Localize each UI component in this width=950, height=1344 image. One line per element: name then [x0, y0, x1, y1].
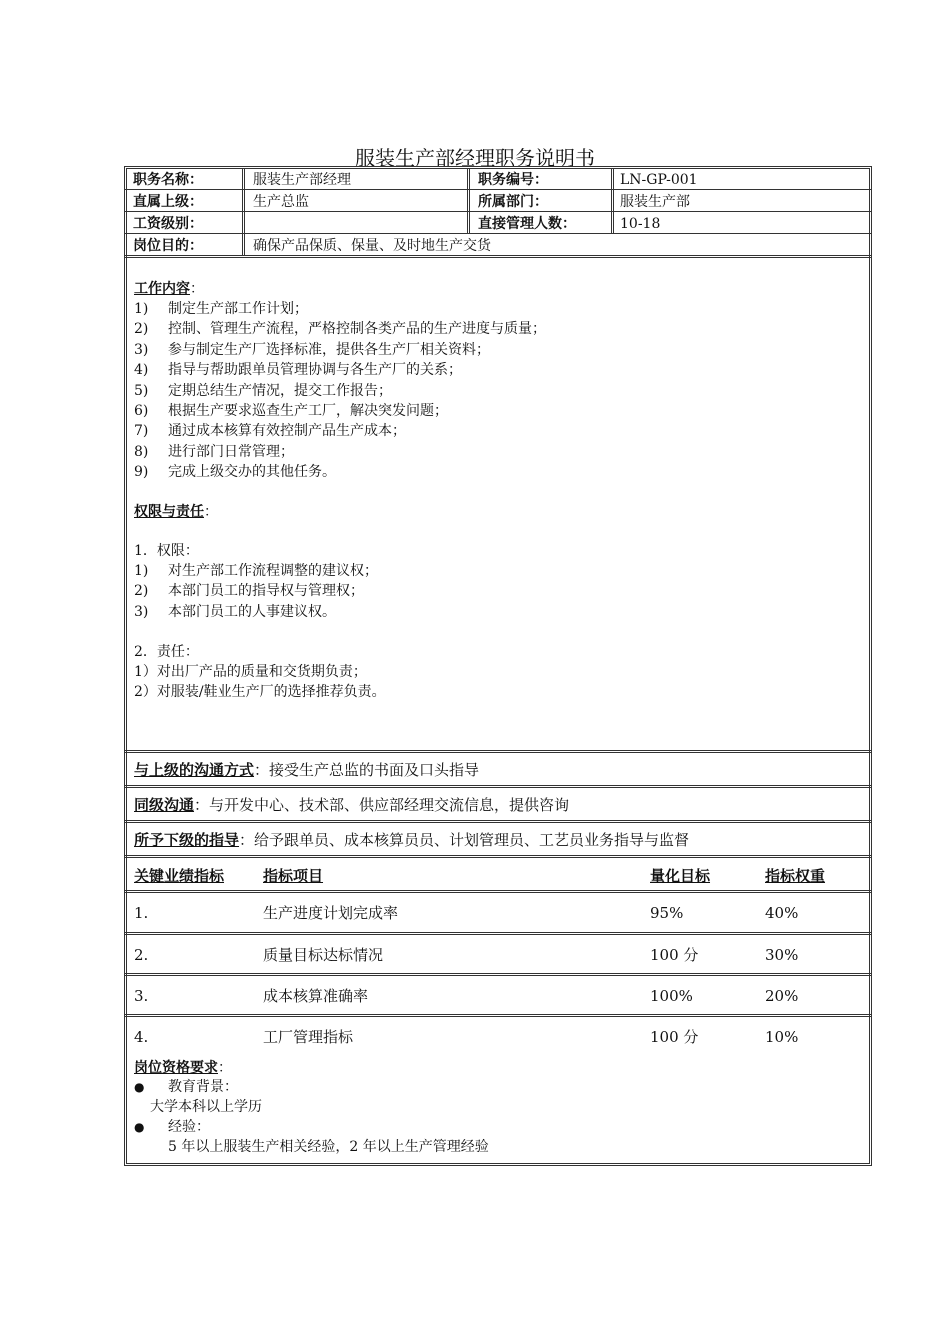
power-text: 本部门员工的指导权与管理权； [168, 583, 364, 600]
duty-number: 5) [134, 382, 149, 399]
duty-text: 控制、管理生产流程，严格控制各类产品的生产进度与质量； [168, 321, 546, 338]
kpi-row-weight: 10% [765, 1028, 799, 1046]
managed-count-label: 直接管理人数： [478, 216, 576, 232]
superior-communication-label: 与上级的沟通方式 [134, 761, 255, 779]
duty-item [134, 462, 336, 482]
job-name-label: 职务名称： [133, 172, 203, 188]
kpi-row-target: 95% [650, 904, 684, 922]
row-divider [124, 890, 872, 893]
kpi-header-weight: 指标权重 [765, 867, 826, 885]
salary-label: 工资级别： [133, 216, 203, 232]
kpi-row-number: 4. [134, 1028, 149, 1046]
education-label: 教育背景： [168, 1079, 238, 1095]
row-divider [124, 855, 872, 858]
kpi-row-item: 生产进度计划完成率 [263, 904, 399, 922]
duty-item [134, 401, 448, 421]
duty-number: 9) [134, 464, 149, 481]
peer-communication-text: ：与开发中心、技术部、供应部经理交流信息，提供咨询 [194, 796, 570, 814]
experience-line [134, 1117, 210, 1137]
responsibility-title: 2．责任： [134, 644, 199, 660]
kpi-row-number: 2. [134, 946, 149, 964]
qualifications-heading-text: 岗位资格要求 [134, 1060, 218, 1076]
experience-value: 5 年以上服装生产相关经验，2 年以上生产管理经验 [168, 1139, 489, 1155]
power-item [134, 581, 364, 601]
duty-item [134, 442, 294, 462]
superior-label: 直属上级： [133, 194, 203, 210]
duties-heading-colon: ： [190, 281, 204, 297]
power-text: 对生产部工作流程调整的建议权； [168, 563, 378, 579]
kpi-header-indicator: 关键业绩指标 [134, 867, 225, 885]
purpose-label: 岗位目的： [133, 238, 203, 254]
column-divider [611, 168, 614, 234]
power-number: 1) [134, 563, 149, 579]
kpi-row-target: 100% [650, 987, 693, 1005]
duty-text: 进行部门日常管理； [168, 443, 294, 460]
authority-heading [134, 502, 218, 522]
kpi-row-item: 工厂管理指标 [263, 1028, 354, 1046]
document-title: 服装生产部经理职务说明书 [355, 146, 595, 170]
row-divider [124, 1014, 872, 1017]
duty-item [134, 319, 546, 339]
kpi-row-item: 成本核算准确率 [263, 987, 369, 1005]
duty-number: 4) [134, 362, 149, 379]
experience-label: 经验： [168, 1119, 210, 1135]
power-title: 1．权限： [134, 543, 199, 559]
duty-text: 根据生产要求巡查生产工厂，解决突发问题； [168, 403, 448, 419]
responsibility-item: 1）对出厂产品的质量和交货期负责； [134, 664, 367, 680]
bullet-icon: ● [134, 1120, 145, 1134]
duties-heading [134, 279, 204, 299]
power-item [134, 602, 336, 622]
duty-item [134, 421, 406, 441]
power-item [134, 561, 378, 581]
row-divider [124, 750, 872, 753]
column-divider [242, 168, 245, 256]
authority-heading-colon: ： [204, 504, 218, 520]
kpi-row-target: 100 分 [650, 946, 699, 964]
row-divider [124, 255, 872, 258]
job-code-label: 职务编号： [478, 172, 548, 188]
education-line [134, 1077, 238, 1097]
department-label: 所属部门： [478, 194, 548, 210]
duty-number: 3) [134, 341, 149, 358]
kpi-header-target: 量化目标 [650, 867, 711, 885]
qualifications-heading [134, 1058, 232, 1078]
duty-item [134, 381, 392, 401]
responsibility-item: 2）对服装/鞋业生产厂的选择推荐负责。 [134, 684, 386, 701]
duty-text: 通过成本核算有效控制产品生产成本； [168, 423, 406, 440]
duty-text: 制定生产部工作计划； [168, 301, 308, 317]
bullet-icon: ● [134, 1080, 145, 1094]
kpi-row-target: 100 分 [650, 1028, 699, 1046]
peer-communication-label: 同级沟通 [134, 796, 195, 814]
peer-communication [134, 795, 569, 815]
duty-text: 完成上级交办的其他任务。 [168, 464, 336, 481]
qualifications-heading-colon: ： [218, 1060, 232, 1076]
duty-text: 参与制定生产厂选择标准，提供各生产厂相关资料； [168, 341, 490, 358]
kpi-header-item: 指标项目 [263, 867, 324, 885]
superior-communication-text: ：接受生产总监的书面及口头指导 [254, 761, 480, 779]
column-divider [467, 168, 470, 234]
power-number: 2) [134, 583, 149, 600]
duty-number: 7) [134, 423, 149, 440]
subordinate-guidance-label: 所予下级的指导 [134, 831, 240, 849]
kpi-row-item: 质量目标达标情况 [263, 946, 384, 964]
authority-heading-text: 权限与责任 [134, 504, 204, 520]
row-divider [124, 973, 872, 976]
job-code-value: LN-GP-001 [620, 172, 698, 188]
row-divider [124, 820, 872, 823]
kpi-row-number: 1. [134, 904, 149, 922]
duty-number: 2) [134, 321, 149, 338]
duty-text: 定期总结生产情况，提交工作报告； [168, 382, 392, 399]
job-name-value: 服装生产部经理 [253, 172, 351, 188]
power-number: 3) [134, 603, 149, 620]
kpi-row-weight: 30% [765, 946, 799, 964]
purpose-value: 确保产品保质、保量、及时地生产交货 [253, 238, 491, 254]
duty-item [134, 340, 490, 360]
superior-value: 生产总监 [253, 194, 309, 210]
row-divider [124, 785, 872, 788]
duties-heading-text: 工作内容 [134, 281, 190, 297]
duty-number: 6) [134, 403, 149, 419]
duty-number: 8) [134, 443, 149, 460]
duty-item [134, 299, 308, 319]
duty-text: 指导与帮助跟单员管理协调与各生产厂的关系； [168, 362, 462, 379]
managed-count-value: 10-18 [620, 216, 661, 232]
duty-item [134, 360, 462, 380]
kpi-row-weight: 40% [765, 904, 799, 922]
kpi-row-number: 3. [134, 987, 149, 1005]
subordinate-guidance [134, 830, 689, 850]
power-text: 本部门员工的人事建议权。 [168, 603, 336, 620]
row-divider [124, 932, 872, 935]
superior-communication [134, 760, 479, 780]
kpi-row-weight: 20% [765, 987, 799, 1005]
department-value: 服装生产部 [620, 194, 690, 210]
education-value: 大学本科以上学历 [150, 1099, 262, 1115]
duty-number: 1) [134, 301, 149, 317]
subordinate-guidance-text: ：给予跟单员、成本核算员员、计划管理员、工艺员业务指导与监督 [239, 831, 690, 849]
